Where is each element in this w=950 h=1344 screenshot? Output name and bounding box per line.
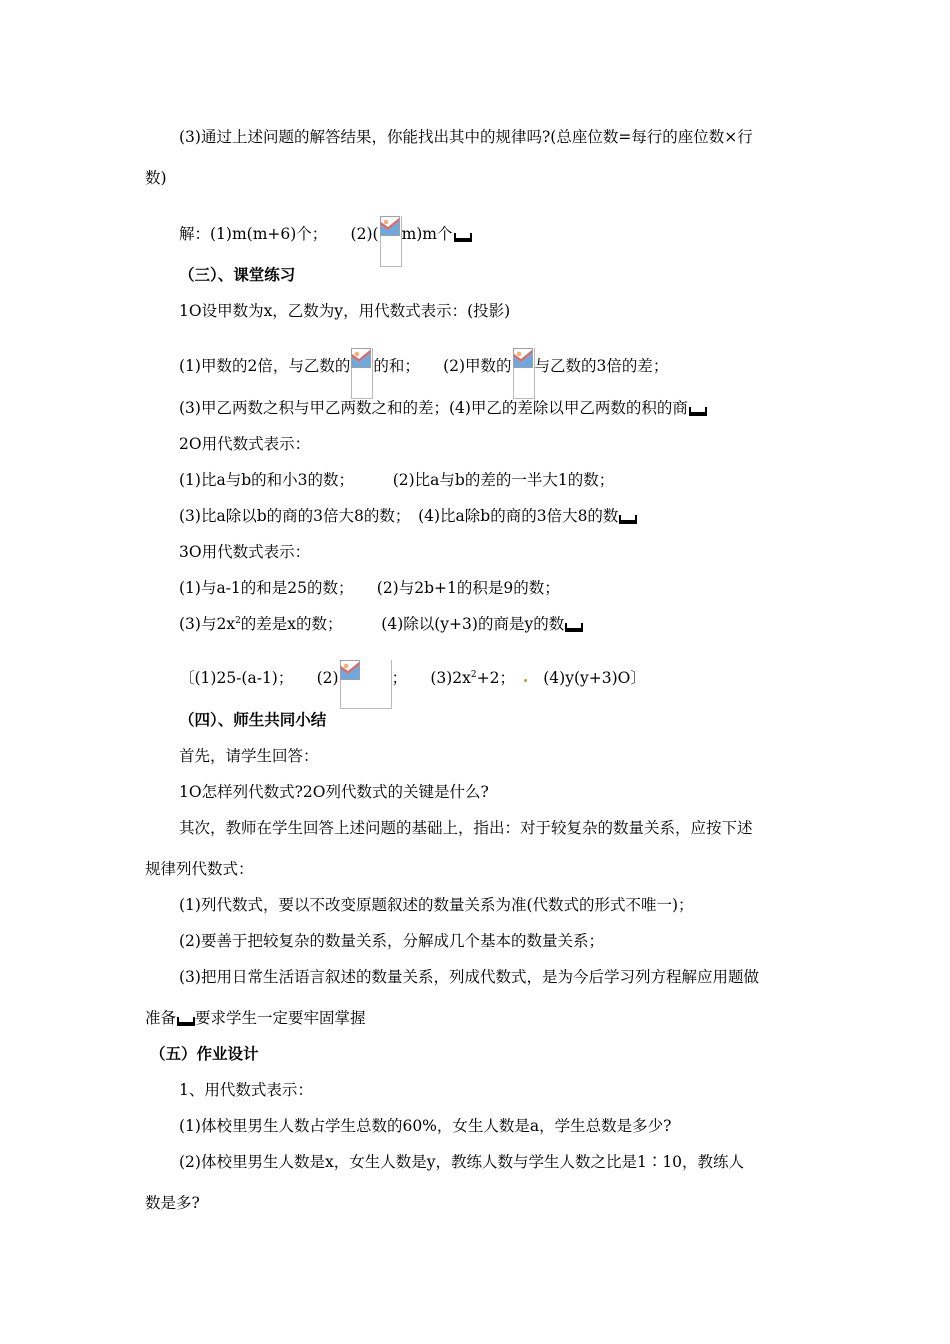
text-line: 数是多? [145,1194,200,1212]
stray-dot [524,679,527,682]
text-line: (2)体校里男生人数是x，女生人数是y，教练人数与学生人数之比是1∶10，教练人 [179,1153,745,1171]
text-line: 1、用代数式表示： [179,1081,313,1099]
text-line: (3)通过上述问题的解答结果，你能找出其中的规律吗?(总座位数=每行的座位数×行 [179,128,753,146]
text-line: 其次，教师在学生回答上述问题的基础上，指出：对于较复杂的数量关系，应按下述 [179,819,753,837]
broken-image-icon [513,348,535,399]
section-heading: （五）作业设计 [150,1045,259,1063]
paragraph-mark [565,623,583,632]
broken-image-icon [351,348,373,399]
text-line: (3)与$2x^2$的差是x的数； (4)除以(y+3)的商是y的数 [179,613,583,635]
text-line: (3)比a除以b的商的3倍大8的数； (4)比a除b的商的3倍大8的数 [179,505,637,527]
text-line: (1)甲数的2倍，与乙数的 的和； (2)甲数的 与乙数的3倍的差； [179,348,668,399]
section-heading: （四）、师生共同小结 [179,711,327,729]
broken-image-icon [380,216,402,267]
text-line: (1)体校里男生人数占学生总数的60%，女生人数是a，学生总数是多少? [179,1117,672,1135]
paragraph-mark [689,407,707,416]
section-heading: （三）、课堂练习 [179,266,296,284]
text-line: 1O怎样列代数式?2O列代数式的关键是什么? [179,783,489,801]
text-line: 规律列代数式： [145,860,254,878]
text-line: (1)比a与b的和小3的数； (2)比a与b的差的一半大1的数； [179,471,615,489]
text-line: 准备 要求学生一定要牢固掌握 [145,1009,366,1027]
text-line: (1)列代数式，要以不改变原题叙述的数量关系为准(代数式的形式不唯一)； [179,896,694,914]
paragraph-mark [454,233,472,242]
text-line: 2O用代数式表示： [179,435,311,453]
text-line: 数) [145,169,167,187]
text-line: (3)把用日常生活语言叙述的数量关系，列成代数式，是为今后学习列方程解应用题做 [179,968,759,986]
broken-image-icon [340,660,392,709]
paragraph-mark [177,1017,195,1026]
paragraph-mark [619,515,637,524]
text-line: 1O设甲数为x，乙数为y，用代数式表示：(投影) [179,302,511,320]
text-line: (2)要善于把较复杂的数量关系，分解成几个基本的数量关系； [179,932,604,950]
text-line: (1)与a-1的和是25的数； (2)与2b+1的积是9的数； [179,579,560,597]
text-line: 解：(1)m(m+6)个； (2)( m)m个 [179,216,472,267]
text-line: (3)甲乙两数之积与甲乙两数之和的差；(4)甲乙的差除以甲乙两数的积的商 [179,397,707,419]
text-line: 3O用代数式表示： [179,543,311,561]
text-line: 首先，请学生回答： [179,747,319,765]
text-line: 〔(1)25-(a-1)； (2) ； $(3)2x^2+2$； (4)y(y+3)O〕 [179,660,646,709]
